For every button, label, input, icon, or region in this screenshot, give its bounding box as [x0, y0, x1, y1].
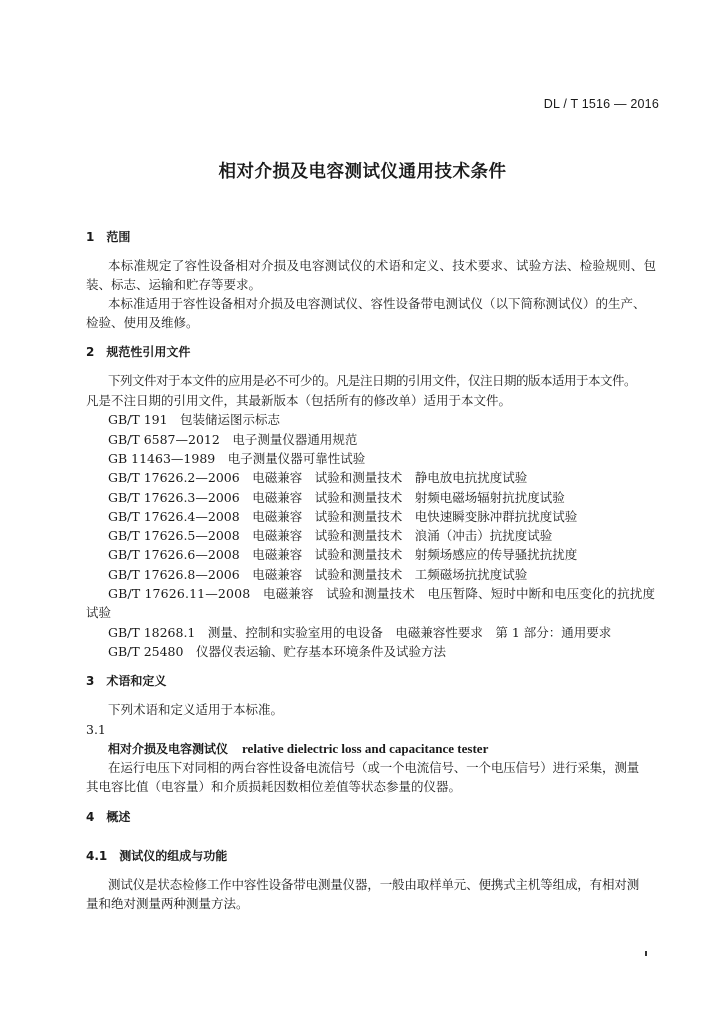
section-2-heading: 2 规范性引用文件 — [86, 345, 191, 359]
reference-item: GB/T 17626.8—2006 电磁兼容 试验和测量技术 工频磁场抗扰度试验 — [108, 567, 528, 582]
section-4-paragraph-line-2: 量和绝对测量两种测量方法。 — [86, 896, 249, 911]
section-2-paragraph-line-2: 凡是不注日期的引用文件，其最新版本（包括所有的修改单）适用于本文件。 — [86, 393, 512, 408]
reference-item: GB/T 17626.2—2006 电磁兼容 试验和测量技术 静电放电抗扰度试验 — [108, 470, 528, 485]
reference-item: GB/T 191 包装储运图示标志 — [108, 412, 281, 427]
section-3-heading: 3 术语和定义 — [86, 674, 167, 688]
section-4-1-heading: 4.1 测试仪的组成与功能 — [86, 849, 228, 863]
section-4-heading: 4 概述 — [86, 810, 131, 824]
reference-item: GB/T 6587—2012 电子测量仪器通用规范 — [108, 432, 358, 447]
standard-code: DL / T 1516 — 2016 — [543, 97, 659, 111]
term-chinese: 相对介损及电容测试仪 — [108, 742, 229, 756]
document-title: 相对介损及电容测试仪通用技术条件 — [218, 162, 507, 182]
reference-item-continuation: 试验 — [86, 605, 112, 620]
reference-item: GB/T 17626.6—2008 电磁兼容 试验和测量技术 射频场感应的传导骚扰抗扰度 — [108, 547, 578, 562]
term-definition-line-2: 其电容比值（电容量）和介质损耗因数相位差值等状态参量的仪器。 — [86, 779, 462, 794]
section-1-paragraph-1-line-2: 装、标志、运输和贮存等要求。 — [86, 277, 262, 292]
section-1-paragraph-2-line-2: 检验、使用及维修。 — [86, 315, 199, 330]
reference-item: GB/T 25480 仪器仪表运输、贮存基本环境条件及试验方法 — [108, 644, 446, 659]
page-mark — [645, 951, 647, 956]
section-1-paragraph-1-line-1: 本标准规定了容性设备相对介损及电容测试仪的术语和定义、技术要求、试验方法、检验规则、包 — [108, 258, 657, 273]
section-1-paragraph-2-line-1: 本标准适用于容性设备相对介损及电容测试仪、容性设备带电测试仪（以下简称测试仪）的生产、 — [108, 296, 646, 311]
section-4-paragraph-line-1: 测试仪是状态检修工作中容性设备带电测量仪器，一般由取样单元、便携式主机等组成，有相对测 — [108, 877, 640, 892]
section-3-intro: 下列术语和定义适用于本标准。 — [108, 702, 284, 717]
reference-item: GB/T 17626.11—2008 电磁兼容 试验和测量技术 电压暂降、短时中断和电压变化的抗扰度 — [108, 586, 656, 601]
reference-item: GB/T 18268.1 测量、控制和实验室用的电设备 电磁兼容性要求 第 1 部分：通用要求 — [108, 625, 612, 640]
term-english: relative dielectric loss and capacitance tester — [242, 741, 489, 756]
section-2-paragraph-line-1: 下列文件对于本文件的应用是必不可少的。凡是注日期的引用文件，仅注日期的版本适用于本文件。 — [108, 373, 637, 388]
term-number: 3.1 — [86, 722, 106, 737]
term-entry — [108, 740, 488, 758]
reference-item: GB/T 17626.5—2008 电磁兼容 试验和测量技术 浪涌（冲击）抗扰度试验 — [108, 528, 553, 543]
term-definition-line-1: 在运行电压下对同相的两台容性设备电流信号（或一个电流信号、一个电压信号）进行采集，测量 — [108, 760, 640, 775]
reference-item: GB/T 17626.3—2006 电磁兼容 试验和测量技术 射频电磁场辐射抗扰度试验 — [108, 490, 565, 505]
reference-item: GB/T 17626.4—2008 电磁兼容 试验和测量技术 电快速瞬变脉冲群抗扰度试验 — [108, 509, 578, 524]
reference-item: GB 11463—1989 电子测量仪器可靠性试验 — [108, 451, 366, 466]
section-1-heading: 1 范围 — [86, 230, 131, 244]
